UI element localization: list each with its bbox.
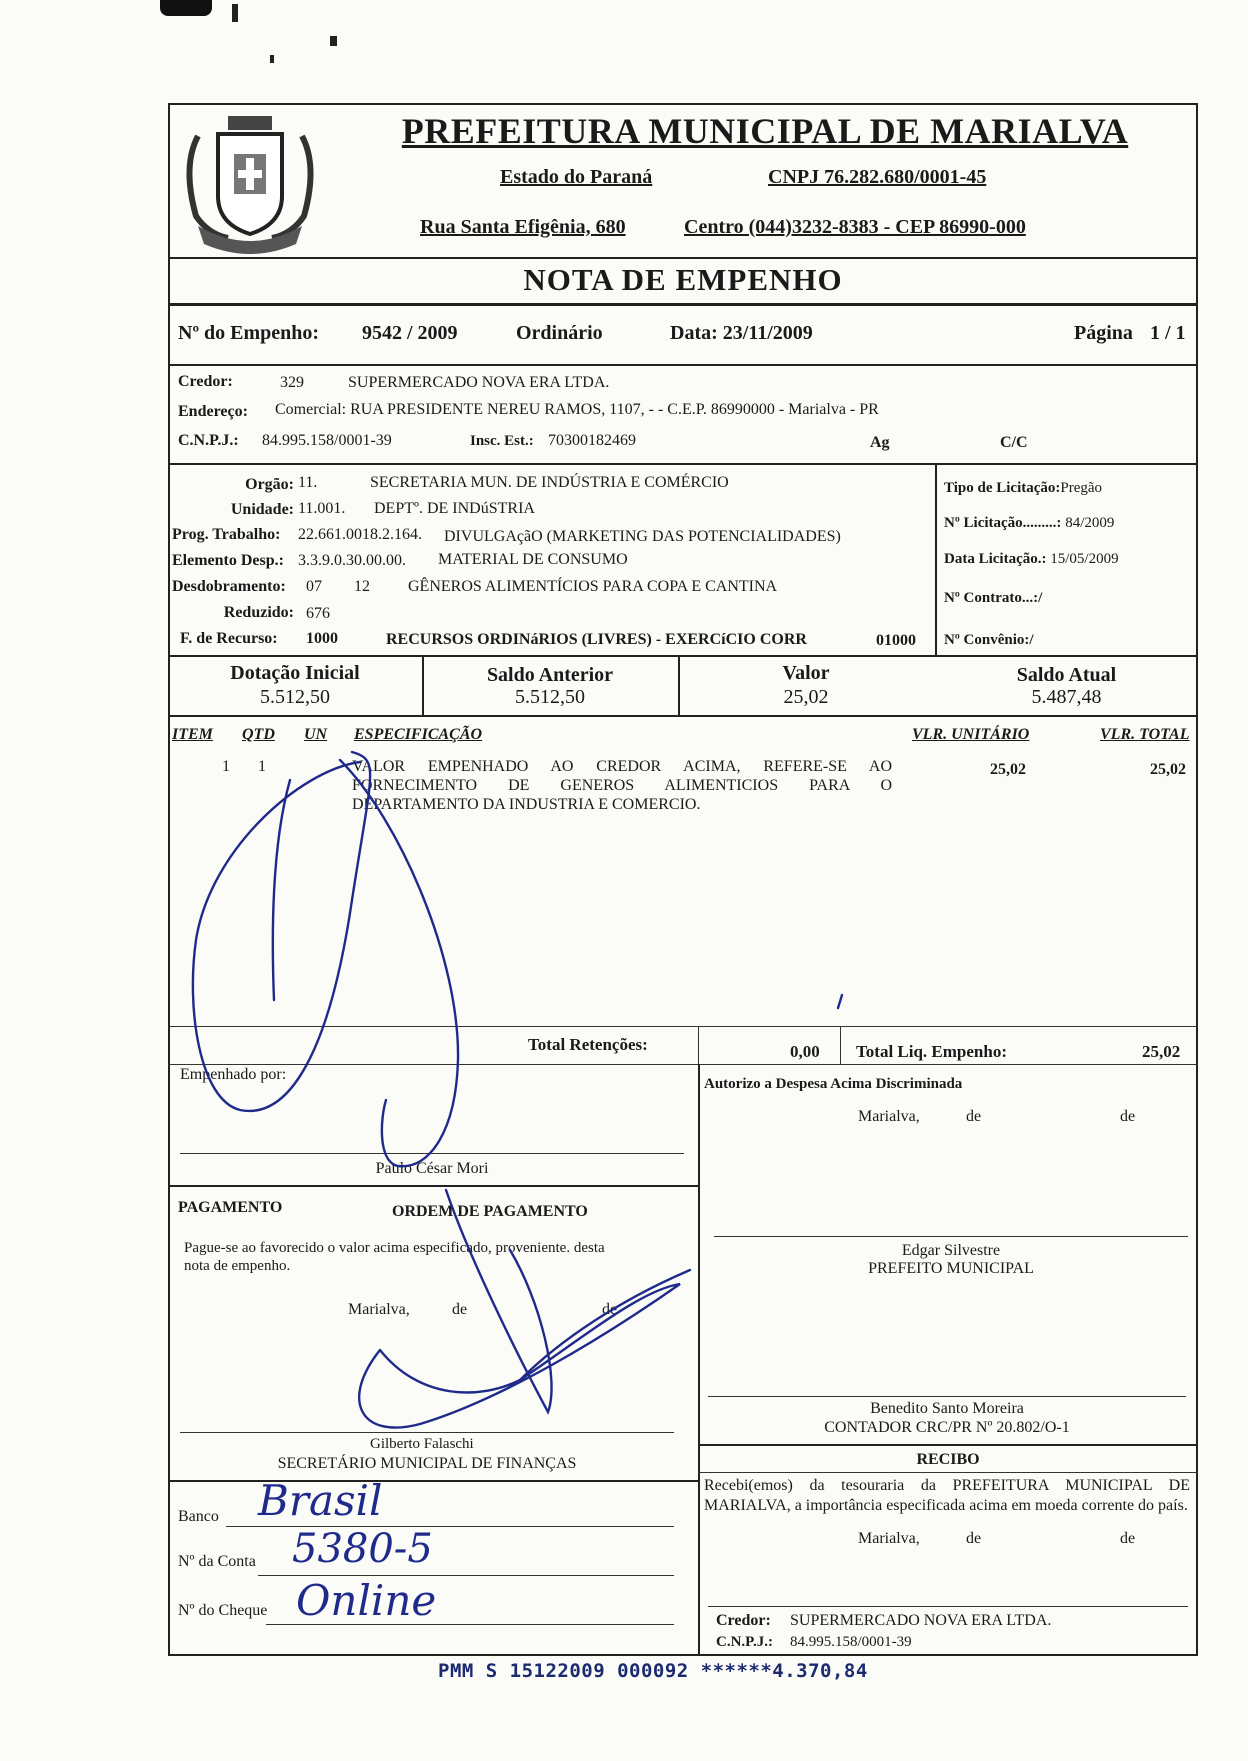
pague-text-line1: Pague-se ao favorecido o valor acima especificado, proveniente. desta [184, 1240, 605, 1256]
col-header-qtd: QTD [242, 726, 275, 743]
orgao-code: 11. [298, 474, 318, 491]
recibo-de2: de [1120, 1530, 1136, 1547]
credor-name: SUPERMERCADO NOVA ERA LTDA. [348, 374, 610, 391]
signer2-role: SECRETÁRIO MUNICIPAL DE FINANÇAS [277, 1455, 577, 1472]
reduzido-label: Reduzido: [223, 604, 294, 621]
insc-label: Insc. Est.: [470, 433, 534, 449]
col-header-spec: ESPECIFICAÇÃO [354, 726, 483, 743]
header-cnpj: CNPJ 76.282.680/0001-45 [768, 166, 987, 188]
reduzido-code: 676 [306, 605, 330, 622]
licitacao-number: Nº Licitação.........: 84/2009 [944, 515, 1115, 531]
cheque-value: Online [296, 1576, 437, 1625]
cheque-label: Nº do Cheque [178, 1602, 268, 1619]
payment-date-de: de [452, 1301, 468, 1318]
page-title: PREFEITURA MUNICIPAL DE MARIALVA [401, 111, 1129, 151]
header-address: Rua Santa Efigênia, 680 [420, 216, 626, 238]
contador-name: Benedito Santo Moreira [870, 1400, 1024, 1417]
recibo-de: de [966, 1530, 982, 1547]
recibo-title: RECIBO [916, 1451, 980, 1468]
unidade-label: Unidade: [230, 501, 294, 518]
elem-code: 3.3.9.0.30.00.00. [298, 552, 406, 569]
contrato: Nº Contrato...:/ [944, 590, 1043, 606]
bank-stamp: PMM S 15122009 000092 ******4.370,84 [438, 1660, 868, 1682]
authorization-place: Marialva, [858, 1108, 920, 1125]
recibo-credor-label: Credor: [716, 1612, 771, 1629]
saldo-atual-value: 5.487,48 [1031, 686, 1102, 708]
conta-label: Nº da Conta [178, 1553, 256, 1570]
recibo-text: Recebi(emos) da tesouraria da PREFEITURA MUNICIPAL DE MARIALVA, a importância especificada acima em moeda corrente do país. [704, 1477, 1190, 1514]
credor-address: Comercial: RUA PRESIDENTE NEREU RAMOS, 1107, - - C.E.P. 86990000 - Marialva - PR [275, 401, 879, 418]
pague-text-line2: nota de empenho. [184, 1258, 291, 1274]
orgao-label: Orgão: [245, 476, 294, 493]
elem-name: MATERIAL DE CONSUMO [438, 551, 628, 568]
credor-code: 329 [280, 374, 304, 391]
contador-role: CONTADOR CRC/PR Nº 20.802/O-1 [824, 1419, 1070, 1436]
prefeito-name: Edgar Silvestre [901, 1242, 1001, 1259]
col-header-unit-price: VLR. UNITÁRIO [912, 726, 1030, 743]
unidade-code: 11.001. [298, 500, 346, 517]
item-spec-line3: DEPARTAMENTO DA INDUSTRIA E COMERCIO. [352, 796, 701, 813]
col-header-item: ITEM [172, 726, 213, 743]
item-unit-price: 25,02 [990, 761, 1026, 778]
item-number: 1 [222, 758, 230, 775]
recurso-name: RECURSOS ORDINáRIOS (LIVRES) - EXERCíCIO CORR [386, 631, 807, 648]
prog-code: 22.661.0018.2.164. [298, 526, 422, 543]
payment-date-de2: de [602, 1301, 618, 1318]
empenhado-por-label: Empenhado por: [180, 1066, 287, 1083]
doc-title: NOTA DE EMPENHO [523, 262, 843, 297]
cc-label: C/C [1000, 434, 1028, 451]
dotacao-value: 5.512,50 [260, 686, 330, 708]
authorization-de: de [966, 1108, 982, 1125]
item-spec-line2: FORNECIMENTO DE GENEROS ALIMENTICIOS PARA O [352, 777, 892, 794]
saldo-anterior-value: 5.512,50 [515, 686, 585, 708]
address-label: Endereço: [178, 403, 248, 420]
payment-place: Marialva, [348, 1301, 410, 1318]
desd-name: GÊNEROS ALIMENTÍCIOS PARA COPA E CANTINA [408, 578, 778, 595]
insc-value: 70300182469 [548, 432, 636, 449]
recibo-cnpj: 84.995.158/0001-39 [790, 1634, 912, 1650]
prog-name: DIVULGAçãO (MARKETING DAS POTENCIALIDADES) [444, 528, 841, 545]
cnpj-label: C.N.P.J.: [178, 432, 239, 449]
page-label: Página [1074, 322, 1133, 344]
saldo-anterior-label: Saldo Anterior [486, 664, 614, 686]
recurso-code2: 01000 [876, 632, 916, 649]
convenio: Nº Convênio:/ [944, 632, 1034, 648]
dotacao-label: Dotação Inicial [230, 662, 360, 684]
valor-label: Valor [782, 662, 830, 684]
valor-value: 25,02 [783, 686, 829, 708]
empenho-date: Data: 23/11/2009 [670, 322, 813, 344]
autorizo-label: Autorizo a Despesa Acima Discriminada [704, 1076, 963, 1092]
total-liquido-value: 25,02 [1142, 1042, 1181, 1061]
signer-name: Paulo César Mori [375, 1160, 489, 1177]
header-state: Estado do Paraná [500, 166, 653, 188]
total-retencoes-value: 0,00 [790, 1042, 820, 1061]
orgao-name: SECRETARIA MUN. DE INDÚSTRIA E COMÉRCIO [370, 474, 729, 491]
unidade-name: DEPTº. DE INDúSTRIA [374, 500, 535, 517]
empenho-number: 9542 / 2009 [362, 322, 458, 344]
signer2-name: Gilberto Falaschi [370, 1436, 474, 1452]
total-liquido-label: Total Liq. Empenho: [856, 1042, 1007, 1061]
item-qty: 1 [258, 758, 266, 775]
empenho-label: Nº do Empenho: [178, 322, 320, 344]
desd-a: 07 [306, 578, 322, 595]
col-header-un: UN [304, 726, 328, 743]
recibo-credor: SUPERMERCADO NOVA ERA LTDA. [790, 1612, 1052, 1629]
recibo-place: Marialva, [858, 1530, 920, 1547]
prog-label: Prog. Trabalho: [172, 526, 281, 543]
prefeito-role: PREFEITO MUNICIPAL [868, 1260, 1034, 1277]
pagamento-label: PAGAMENTO [178, 1199, 283, 1216]
recurso-label: F. de Recurso: [180, 630, 278, 647]
credor-label: Credor: [178, 373, 233, 390]
elem-label: Elemento Desp.: [172, 552, 284, 569]
item-spec-line1: VALOR EMPENHADO AO CREDOR ACIMA, REFERE-SE AO [352, 758, 892, 775]
desd-b: 12 [354, 578, 370, 595]
ag-label: Ag [870, 434, 890, 451]
desd-label: Desdobramento: [172, 578, 286, 595]
col-header-total: VLR. TOTAL [1100, 726, 1190, 743]
conta-value: 5380-5 [292, 1526, 433, 1572]
licitacao-date: Data Licitação.: 15/05/2009 [944, 551, 1119, 567]
licitacao-type-label: Tipo de Licitação:Pregão [944, 480, 1103, 496]
authorization-de2: de [1120, 1108, 1136, 1125]
credor-cnpj: 84.995.158/0001-39 [262, 432, 392, 449]
empenho-type: Ordinário [516, 322, 603, 344]
page-number: 1 / 1 [1150, 322, 1186, 344]
ordem-pagamento-label: ORDEM DE PAGAMENTO [392, 1203, 588, 1220]
total-retencoes-label: Total Retenções: [528, 1035, 648, 1054]
recurso-code: 1000 [306, 630, 338, 647]
item-total: 25,02 [1150, 761, 1186, 778]
header-contact: Centro (044)3232-8383 - CEP 86990-000 [684, 216, 1026, 238]
banco-label: Banco [178, 1508, 219, 1525]
banco-value: Brasil [258, 1476, 383, 1525]
recibo-cnpj-label: C.N.P.J.: [716, 1634, 773, 1650]
saldo-atual-label: Saldo Atual [1016, 664, 1117, 686]
